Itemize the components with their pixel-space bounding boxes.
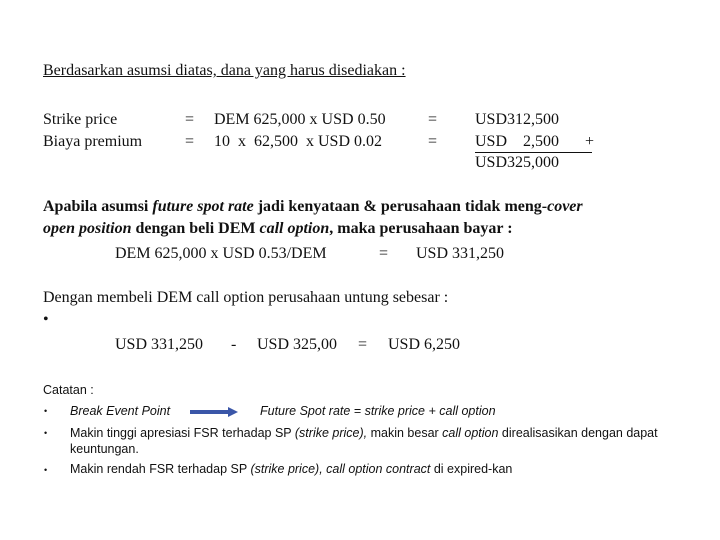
paragraph-1-line-1: [43, 198, 583, 216]
calc2-equals: =: [379, 245, 389, 262]
calc2-result: USD 331,250: [416, 245, 505, 262]
premium-equals: =: [185, 133, 195, 150]
p1-text-b: jadi kenyataan & perusahaan tidak meng-: [253, 198, 548, 215]
n2-text-a: Makin tinggi apresiasi FSR terhadap SP: [70, 426, 295, 440]
strike-price-equals-2: =: [428, 111, 438, 128]
note-1-break-event-point: Break Event Point: [70, 404, 171, 418]
strike-price-expression: DEM 625,000 x USD 0.50: [214, 111, 386, 128]
notes-title: Catatan :: [43, 383, 94, 397]
calc3-equals: =: [358, 336, 368, 353]
note-2-line-2: keuntungan.: [70, 442, 139, 456]
premium-equals-2: =: [428, 133, 438, 150]
plus-sign: +: [585, 133, 595, 150]
note-3-bullet: •: [44, 465, 48, 475]
paragraph-2-bullet: •: [43, 311, 49, 328]
p1-term-open-position: open position: [43, 220, 132, 237]
strike-price-result: USD312,500: [475, 111, 560, 128]
n3-text-b: di expired-kan: [430, 462, 513, 476]
p1-term-call-option: call option: [259, 220, 330, 237]
n2-term-strike-price: (strike price),: [294, 426, 368, 440]
note-1-bullet: •: [44, 406, 48, 416]
n2-text-b: makin besar: [367, 426, 443, 440]
calc3-value-b: USD 325,00: [257, 336, 338, 353]
note-2-bullet: •: [44, 428, 48, 438]
calc2-expression: DEM 625,000 x USD 0.53/DEM: [115, 245, 327, 262]
paragraph-2: Dengan membeli DEM call option perusahaan untung sebesar :: [43, 289, 449, 306]
note-2-line-1: [70, 426, 658, 440]
p1-text-d: , maka perusahaan bayar :: [329, 220, 513, 237]
premium-expression: 10 x 62,500 x USD 0.02: [214, 133, 383, 150]
strike-price-label: Strike price: [43, 111, 118, 128]
n3-term: (strike price), call option contract: [250, 462, 431, 476]
n2-term-call-option: call option: [442, 426, 499, 440]
strike-price-equals: =: [185, 111, 195, 128]
p1-term-cover: cover: [547, 198, 583, 215]
arrow-right-icon: [190, 406, 240, 418]
n3-text-a: Makin rendah FSR terhadap SP: [70, 462, 251, 476]
p1-text-a: Apabila asumsi: [43, 198, 153, 215]
paragraph-1-line-2: [43, 220, 513, 238]
calc3-value-a: USD 331,250: [115, 336, 204, 353]
p1-text-c: dengan beli DEM: [131, 220, 260, 237]
premium-result-value: USD 2,500: [475, 133, 560, 150]
p1-term-future-spot-rate: future spot rate: [152, 198, 254, 215]
premium-result: [475, 133, 595, 153]
note-1-formula: Future Spot rate = strike price + call option: [260, 404, 496, 418]
total-result: USD325,000: [475, 154, 560, 171]
page-heading: Berdasarkan asumsi diatas, dana yang harus disediakan :: [43, 62, 406, 79]
calc3-minus: -: [231, 336, 237, 353]
n2-text-c: direalisasikan dengan dapat: [498, 426, 658, 440]
note-3: [70, 462, 512, 476]
calc3-result: USD 6,250: [388, 336, 461, 353]
premium-label: Biaya premium: [43, 133, 143, 150]
